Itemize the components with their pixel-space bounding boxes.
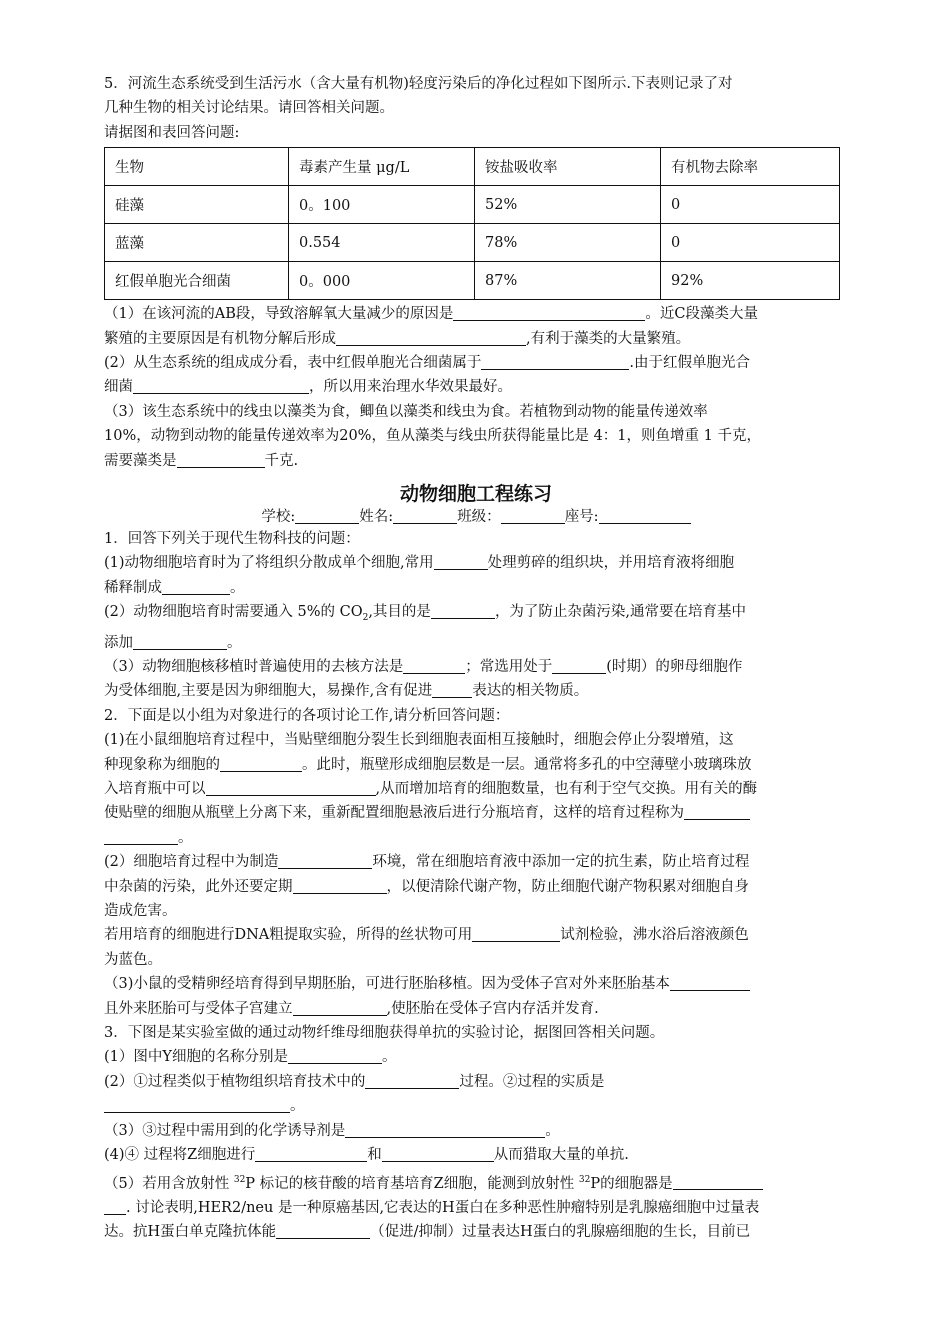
q2-sub1-line1: (1)在小鼠细胞培育过程中，当贴壁细胞分裂生长到细胞表面相互接触时，细胞会停止分裂增殖，这 bbox=[104, 732, 734, 749]
seat-field[interactable] bbox=[599, 507, 691, 524]
q3-sub2-line2: 。 bbox=[104, 1094, 848, 1118]
answer-blank[interactable] bbox=[336, 329, 526, 346]
table-row bbox=[105, 224, 840, 262]
answer-blank[interactable] bbox=[345, 1121, 545, 1138]
answer-blank[interactable] bbox=[276, 1222, 370, 1239]
q5-sub3-line2: 10%，动物到动物的能量传递效率为20%，鱼从藻类与线虫所获得能量比是 4：1，则鱼增重 1 千克， bbox=[104, 428, 761, 445]
q2-heading: 2．下面是以小组为对象进行的各项讨论工作,请分析回答问题： bbox=[104, 707, 510, 724]
table-cell: 0 bbox=[661, 224, 840, 262]
answer-blank[interactable] bbox=[177, 451, 265, 468]
answer-blank[interactable] bbox=[481, 353, 629, 370]
q2-sub2-line3: 造成危害。 bbox=[104, 903, 177, 920]
table-header-row bbox=[105, 148, 840, 186]
q5-sub1-line1: （1）在该河流的AB段，导致溶解氧大量减少的原因是 。近C段藻类大量 bbox=[104, 306, 758, 323]
q1-heading: 1．回答下列关于现代生物科技的问题： bbox=[104, 531, 360, 548]
answer-blank[interactable] bbox=[293, 877, 387, 894]
q2-sub1-line5: 。 bbox=[104, 826, 848, 850]
q3-sub5-line2: . 讨论表明,HER2/neu 是一种原癌基因,它表达的H蛋白在多种恶性肿瘤特别是乳腺癌细胞中过量表 bbox=[104, 1196, 848, 1220]
answer-blank[interactable] bbox=[104, 1096, 290, 1113]
table-cell: 87% bbox=[475, 262, 661, 300]
table-row bbox=[105, 186, 840, 224]
q1-sub1-line1: (1)动物细胞培育时为了将组织分散成单个细胞,常用 处理剪碎的组织块，并用培育液将细胞 bbox=[104, 555, 735, 572]
table-cell: 78% bbox=[475, 224, 661, 262]
answer-blank[interactable] bbox=[431, 602, 495, 619]
table-header-cell: 毒素产生量 μg/L bbox=[289, 148, 475, 186]
q3-sub4: (4)④ 过程将Z细胞进行 和 从而猎取大量的单抗. bbox=[104, 1147, 629, 1164]
table-cell: 硅藻 bbox=[105, 186, 289, 224]
q3-sub5-line1: （5）若用含放射性 $^{32}$P 标记的核苷酸的培育基培育Z细胞，能测到放射性 $^{32}$P的细胞器是 bbox=[104, 1168, 848, 1196]
worksheet-page bbox=[104, 72, 848, 1245]
answer-blank[interactable] bbox=[453, 304, 645, 321]
answer-blank[interactable] bbox=[382, 1145, 494, 1162]
school-field[interactable] bbox=[295, 507, 359, 524]
q3-sub3: （3）③过程中需用到的化学诱导剂是 。 bbox=[104, 1122, 560, 1139]
table-row bbox=[105, 262, 840, 300]
q3-heading: 3．下图是某实验室做的通过动物纤维母细胞获得单抗的实验讨论，据图回答相关问题。 bbox=[104, 1025, 665, 1042]
q5-sub3-line3: 需要藻类是 千克. bbox=[104, 452, 299, 469]
table-cell: 红假单胞光合细菌 bbox=[105, 262, 289, 300]
answer-blank[interactable] bbox=[673, 1173, 763, 1190]
q2-sub2-line1: (2）细胞培育过程中为制造 环境，常在细胞培育液中添加一定的抗生素，防止培育过程 bbox=[104, 854, 750, 871]
answer-blank[interactable] bbox=[133, 377, 309, 394]
answer-blank[interactable] bbox=[206, 779, 376, 796]
q1-sub2-line2: 添加 。 bbox=[104, 634, 242, 651]
q2-sub2-line2: 中杂菌的污染，此外还要定期 ，以便清除代谢产物，防止细胞代谢产物积累对细胞自身 bbox=[104, 878, 749, 895]
answer-blank[interactable] bbox=[670, 974, 750, 991]
student-info-line: 学校: 姓名: 班级： 座号: bbox=[104, 507, 848, 527]
q2-dna-line1: 若用培育的细胞进行DNA粗提取实验，所得的丝状物可用 试剂检验，沸水浴后溶液颜色 bbox=[104, 927, 749, 944]
answer-blank[interactable] bbox=[133, 633, 227, 650]
q2-sub1-line4: 使贴壁的细胞从瓶壁上分离下来，重新配置细胞悬液后进行分瓶培育，这样的培育过程称为 bbox=[104, 801, 848, 825]
answer-blank[interactable] bbox=[104, 1198, 126, 1215]
table-cell: 0 bbox=[661, 186, 840, 224]
q2-sub1-line2: 种现象称为细胞的 。此时，瓶壁形成细胞层数是一层。通常将多孔的中空薄壁小玻璃珠放 bbox=[104, 756, 752, 773]
table-header-cell: 生物 bbox=[105, 148, 289, 186]
q3-sub2-line1: (2）①过程类似于植物组织培育技术中的 过程。②过程的实质是 bbox=[104, 1073, 605, 1090]
q5-sub1-line2: 繁殖的主要原因是有机物分解后形成 ,有利于藻类的大量繁殖。 bbox=[104, 330, 691, 347]
q1-sub3-line2: 为受体细胞,主要是因为卵细胞大，易操作,含有促进 表达的相关物质。 bbox=[104, 683, 589, 700]
table-cell: 0。000 bbox=[289, 262, 475, 300]
table-header-cell: 有机物去除率 bbox=[661, 148, 840, 186]
q5-sub2-line1: (2）从生态系统的组成成分看，表中红假单胞光合细菌属于 .由于红假单胞光合 bbox=[104, 355, 750, 372]
answer-blank[interactable] bbox=[278, 852, 372, 869]
answer-blank[interactable] bbox=[552, 657, 606, 674]
q2-sub3-line2: 且外来胚胎可与受体子宫建立 ,使胚胎在受体子宫内存活并发育. bbox=[104, 1000, 599, 1017]
table-header-cell: 铵盐吸收率 bbox=[475, 148, 661, 186]
q1-sub1-line2: 稀释制成 。 bbox=[104, 579, 245, 596]
q2-dna-line2: 为蓝色。 bbox=[104, 951, 162, 968]
answer-blank[interactable] bbox=[434, 553, 488, 570]
q1-sub2-line1: (2）动物细胞培育时需要通入 5%的 $CO_2$,其目的是 ，为了防止杂菌污染,通常要在培育基中 bbox=[104, 604, 747, 624]
table-cell: 0.554 bbox=[289, 224, 475, 262]
q3-sub1: (1）图中Y细胞的名称分别是 。 bbox=[104, 1049, 397, 1066]
answer-blank[interactable] bbox=[472, 925, 560, 942]
answer-blank[interactable] bbox=[293, 999, 387, 1016]
q5-intro-line1: 5．河流生态系统受到生活污水（含大量有机物)轻度污染后的净化过程如下图所示.下表则记录了对 bbox=[104, 76, 733, 92]
table-cell: 0。100 bbox=[289, 186, 475, 224]
table-cell: 蓝藻 bbox=[105, 224, 289, 262]
organism-data-table bbox=[104, 147, 840, 300]
q2-sub1-line3: 入培育瓶中可以 ,从而增加培育的细胞数量，也有利于空气交换。用有关的酶 bbox=[104, 781, 758, 798]
answer-blank[interactable] bbox=[288, 1047, 382, 1064]
class-field[interactable] bbox=[501, 507, 565, 524]
q1-sub3-line1: （3）动物细胞核移植时普遍使用的去核方法是 ；常选用处于 (时期）的卵母细胞作 bbox=[104, 658, 743, 675]
answer-blank[interactable] bbox=[162, 578, 230, 595]
table-cell: 92% bbox=[661, 262, 840, 300]
answer-blank[interactable] bbox=[220, 755, 302, 772]
q2-sub3-line1: （3)小鼠的受精卵经培育得到早期胚胎，可进行胚胎移植。因为受体子宫对外来胚胎基本 bbox=[104, 972, 848, 996]
q5-intro-line3: 请据图和表回答问题: bbox=[104, 124, 240, 141]
answer-blank[interactable] bbox=[255, 1145, 367, 1162]
q5-intro-line2: 几种生物的相关讨论结果。请回答相关问题。 bbox=[104, 100, 394, 117]
q5-sub3-line1: （3）该生态系统中的线虫以藻类为食，鲫鱼以藻类和线虫为食。若植物到动物的能量传递效率 bbox=[104, 403, 708, 420]
answer-blank[interactable] bbox=[432, 681, 472, 698]
answer-blank[interactable] bbox=[684, 803, 750, 820]
answer-blank[interactable] bbox=[104, 828, 178, 845]
answer-blank[interactable] bbox=[365, 1072, 459, 1089]
q3-sub5-line3: 达。抗H蛋白单克隆抗体能 （促进/抑制）过量表达H蛋白的乳腺癌细胞的生长，目前已 bbox=[104, 1224, 751, 1241]
table-cell: 52% bbox=[475, 186, 661, 224]
answer-blank[interactable] bbox=[403, 657, 465, 674]
q5-sub2-line2: 细菌 ，所以用来治理水华效果最好。 bbox=[104, 379, 512, 396]
section-title: 动物细胞工程练习 bbox=[399, 483, 552, 506]
name-field[interactable] bbox=[393, 507, 457, 524]
